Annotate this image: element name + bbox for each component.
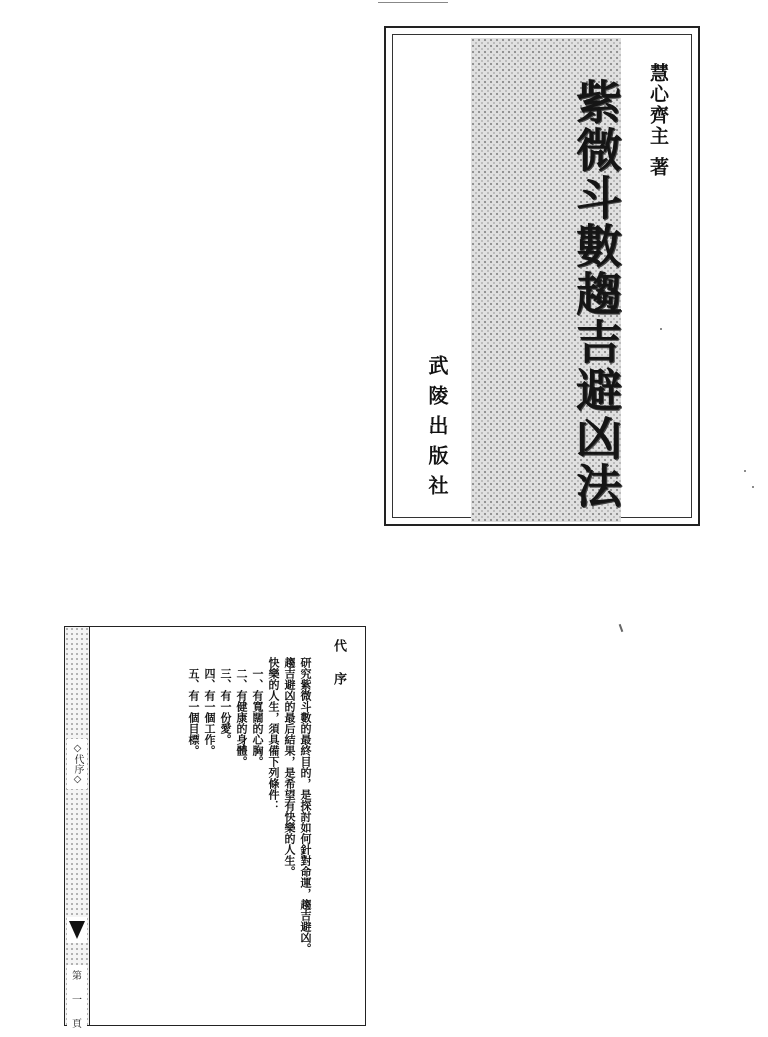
preface-list-item: 五、有一個目標。 <box>187 668 200 756</box>
sidebar-section-label: ◇代序◇ <box>67 739 87 789</box>
cover-publisher: 武陵出版社 <box>425 355 449 505</box>
cover-title: 紫微斗數趨吉避凶法 <box>569 78 623 510</box>
preface-paragraph: 快樂的人生，須具備下列條件： <box>267 657 280 811</box>
preface-sidebar-strip <box>65 627 90 1030</box>
page-prefix: 第 <box>72 971 82 982</box>
preface-paragraph: 趨吉避凶的最后結果，是希望有快樂的人生。 <box>283 657 296 877</box>
book-cover <box>384 26 700 526</box>
preface-list-item: 二、有健康的身體。 <box>235 668 248 767</box>
cover-author: 慧心齊主 <box>647 63 669 147</box>
scan-mark <box>619 624 624 632</box>
scan-speck <box>744 470 746 472</box>
scan-scratch <box>378 2 448 3</box>
page-indicator <box>67 965 87 1037</box>
scan-speck <box>752 486 754 488</box>
page-number: 一 <box>72 995 82 1006</box>
preface-list-item: 四、有一個工作。 <box>203 668 216 756</box>
preface-list-item: 一、有寬闊的心胸。 <box>251 668 264 767</box>
page-suffix: 頁 <box>72 1019 82 1030</box>
preface-body <box>185 657 313 997</box>
cover-inner-frame <box>392 34 692 518</box>
preface-heading: 代序 <box>331 639 346 705</box>
preface-paragraph: 研究紫微斗數的最終目的，是探討如何針對命運，趨吉避凶。 <box>299 657 312 954</box>
preface-page <box>64 626 366 1030</box>
triangle-down-icon <box>67 917 87 943</box>
scan-speck <box>660 328 662 330</box>
preface-list-item: 三、有一份愛。 <box>219 668 232 745</box>
cover-title-band <box>471 38 621 522</box>
cover-author-suffix: 著 <box>647 157 669 176</box>
